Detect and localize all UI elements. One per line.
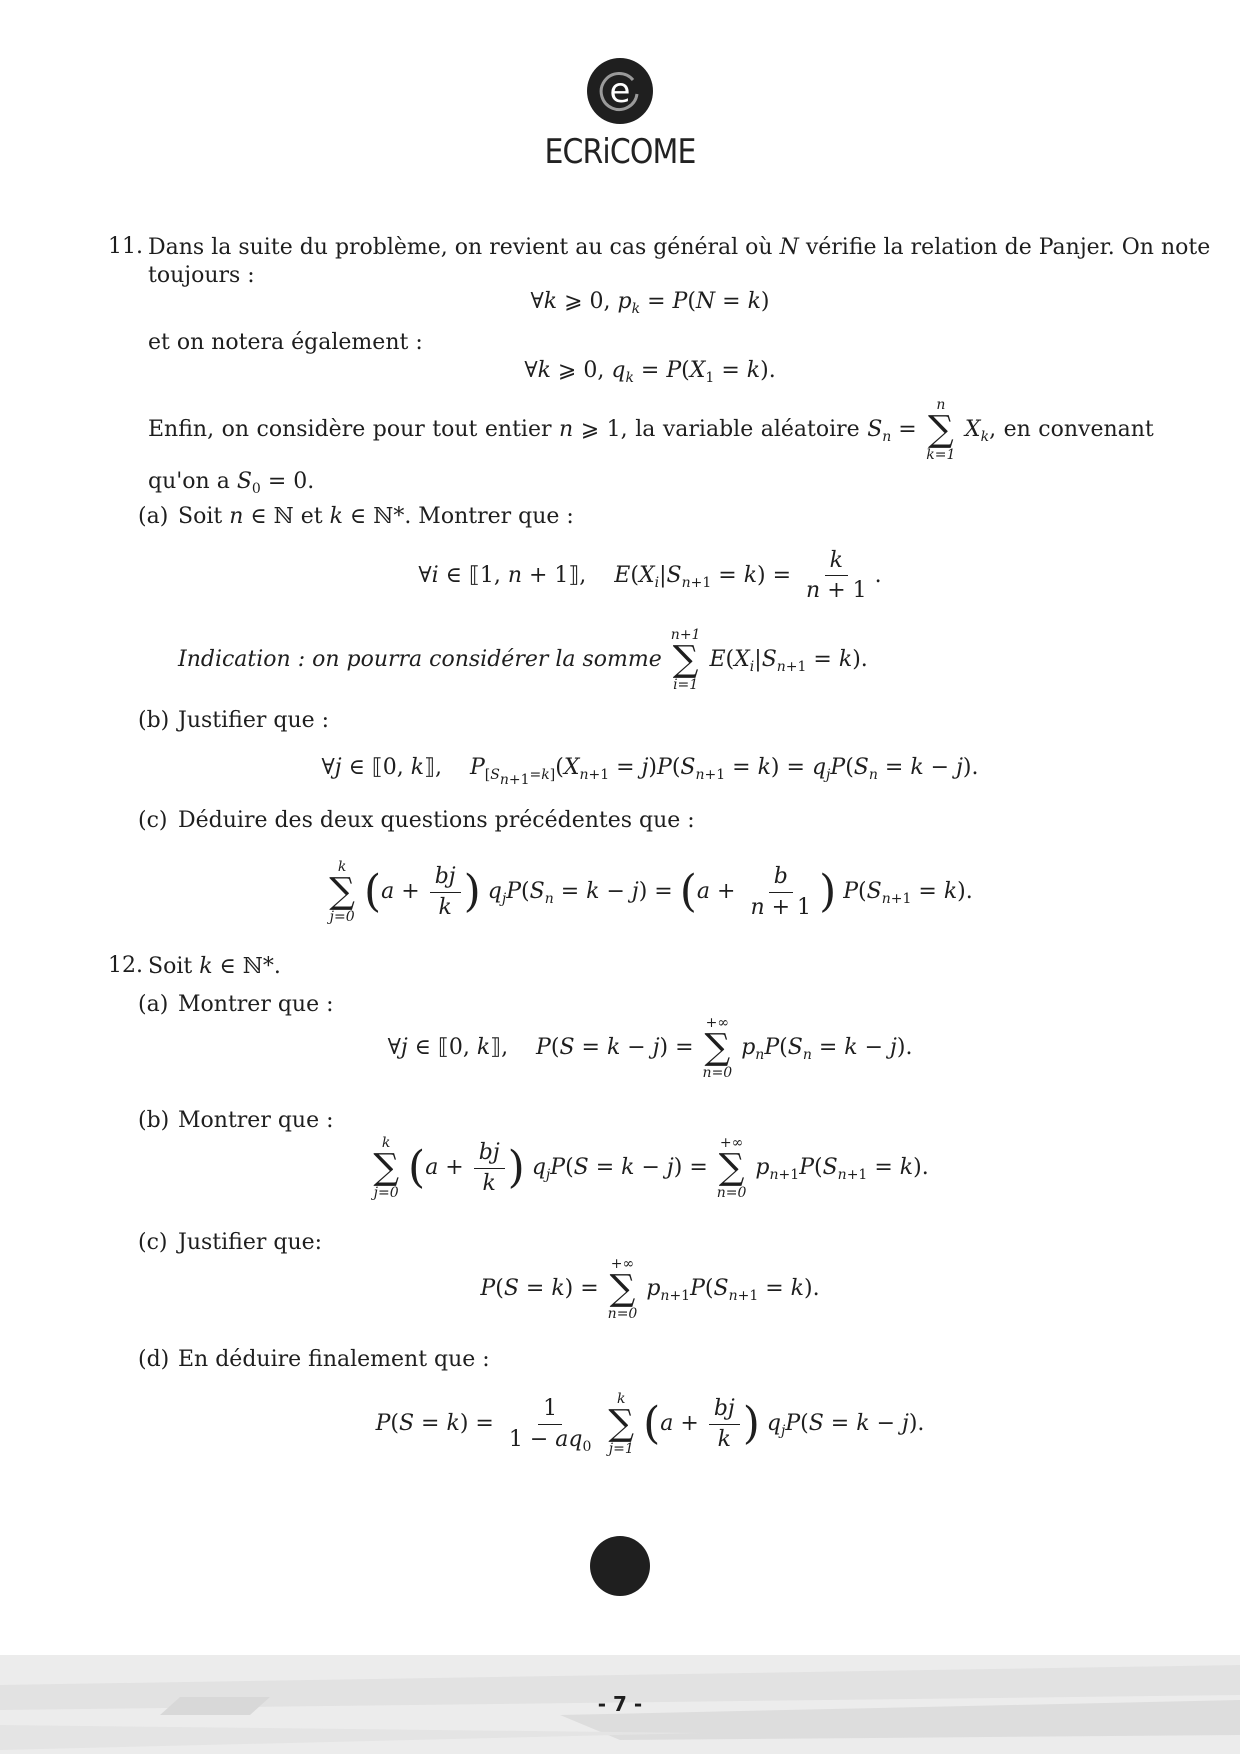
end-marker-disc bbox=[590, 1536, 650, 1596]
q11a-label: (a) bbox=[138, 504, 169, 529]
q11-text-enfin: Enfin, on considère pour tout entier n ⩾ 1, la variable aléatoire $S_n$ = n ∑ k=1 $X_k$, en convenant bbox=[148, 397, 1154, 463]
q11a-eq: ∀i ∈ ⟦1, n + 1⟧, $E(X_i|S_{n+1} = k)$ = $\frac{k}{n + 1}$ . bbox=[418, 548, 882, 604]
q12-intro: Soit k ∈ ℕ*. bbox=[148, 954, 281, 979]
svg-text:e: e bbox=[609, 71, 631, 111]
q11-intro-line1: Dans la suite du problème, on revient au cas général où N vérifie la relation de Panjer. On note bbox=[148, 235, 1211, 260]
q11c-label: (c) bbox=[138, 808, 168, 833]
q11b-text: Justifier que : bbox=[178, 708, 330, 733]
ecricome-logo-icon bbox=[587, 58, 653, 124]
q11a-hint: Indication : on pourra considérer la somme n+1 ∑ i=1 $E(X_i|S_{n+1} = k)$. bbox=[178, 627, 868, 693]
q11-text-s0: qu'on a $S_0 = 0$. bbox=[148, 469, 315, 497]
q12-number: 12. bbox=[108, 953, 143, 978]
q12d-label: (d) bbox=[138, 1347, 170, 1372]
page-number: - 7 - bbox=[597, 1692, 643, 1716]
q11c-eq: k ∑ j=0 (a + $\frac{bj}{k}$ ) $q_jP(S_n = k - j) = (a$ + $\frac{b}{n + 1}$ ) $P(S_{n+1} = k)$. bbox=[329, 859, 973, 925]
q12a-label: (a) bbox=[138, 992, 169, 1017]
q11-number: 11. bbox=[108, 234, 143, 259]
q12d-eq: P(S = k) = $\frac{1}{1 - aq_0}$ k ∑ j=1 (a + $\frac{bj}{k}$ ) $q_jP(S = k - j)$. bbox=[375, 1391, 925, 1457]
q11-text-also: et on notera également : bbox=[148, 330, 423, 355]
q11-intro-line2: toujours : bbox=[148, 263, 255, 288]
q11a-text: Soit n ∈ ℕ et k ∈ ℕ*. Montrer que : bbox=[178, 504, 574, 529]
q12b-eq: k ∑ j=0 (a + $\frac{bj}{k}$ ) $q_jP(S = k - j)$ = +∞ ∑ n=0 $p_{n+1}P(S_{n+1} = k)$. bbox=[373, 1135, 929, 1201]
q12c-eq: P(S = k) = +∞ ∑ n=0 $p_{n+1}P(S_{n+1} = k)$. bbox=[480, 1256, 820, 1322]
q12b-label: (b) bbox=[138, 1108, 170, 1133]
q12c-label: (c) bbox=[138, 1230, 168, 1255]
q11-eq-q: ∀k ⩾ 0, $q_k = P(X_1 = k)$. bbox=[524, 358, 776, 386]
q12d-text: En déduire finalement que : bbox=[178, 1347, 490, 1372]
q11b-eq: ∀j ∈ ⟦0, k⟧, $P_{[S_{n+1}=k]}(X_{n+1} = j)P(S_{n+1} = k) = q_jP(S_n = k - j)$. bbox=[321, 755, 979, 788]
q11b-label: (b) bbox=[138, 708, 170, 733]
q12a-eq: ∀j ∈ ⟦0, k⟧, P(S = k − j) = +∞ ∑ n=0 $p_nP(S_n = k - j)$. bbox=[387, 1015, 913, 1081]
ecricome-logo bbox=[0, 58, 1240, 172]
q11c-text: Déduire des deux questions précédentes que : bbox=[178, 808, 695, 833]
q12a-text: Montrer que : bbox=[178, 992, 334, 1017]
brand-name: ECRiCOME bbox=[544, 132, 696, 172]
q12b-text: Montrer que : bbox=[178, 1108, 334, 1133]
q11-eq-p: ∀k ⩾ 0, $p_k = P(N = k)$ bbox=[530, 289, 770, 317]
q12c-text: Justifier que: bbox=[178, 1230, 323, 1255]
